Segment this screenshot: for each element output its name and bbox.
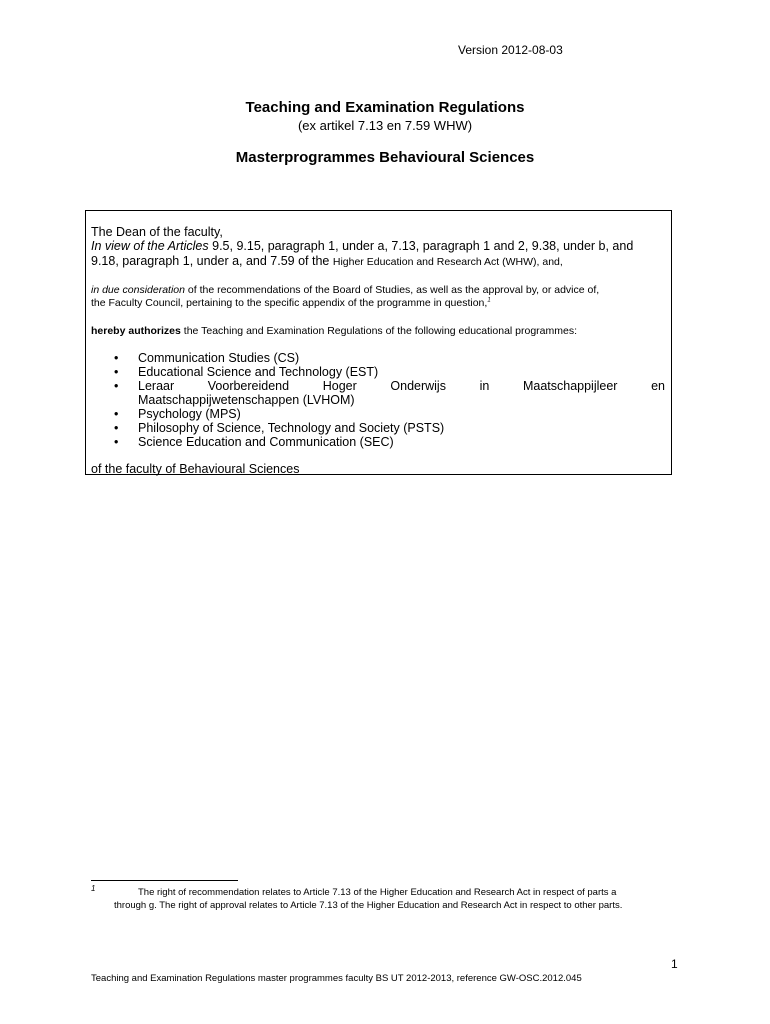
dean-line: The Dean of the faculty, (91, 225, 223, 239)
leraar-word: Voorbereidend (207, 379, 290, 393)
footnote-ref: 1 (487, 297, 491, 304)
bullet: • (114, 421, 119, 435)
footnote-rule (91, 880, 238, 881)
consideration-italic: in due consideration (91, 284, 185, 296)
list-item: Science Education and Communication (SEC) (138, 435, 394, 449)
consideration-line2: the Faculty Council, pertaining to the specific appendix of the programme in question, (91, 297, 488, 309)
list-item: Communication Studies (CS) (138, 351, 300, 365)
programme-title: Masterprogrammes Behavioural Sciences (235, 149, 535, 166)
bullet: • (114, 351, 119, 365)
authorizes-bold: hereby authorizes (91, 325, 181, 337)
version-label: Version 2012-08-03 (458, 43, 563, 57)
list-item-leraar (138, 379, 665, 393)
leraar-word: Hoger (322, 379, 357, 393)
document-title: Teaching and Examination Regulations (245, 99, 525, 116)
page-footer: Teaching and Examination Regulations master programmes faculty BS UT 2012-2013, reference GW-OSC.2012.045 (91, 973, 582, 984)
view-line2-a: 9.18, paragraph 1, under a, and 7.59 of the (91, 254, 330, 268)
footnote-line-1: The right of recommendation relates to Article 7.13 of the Higher Education and Research Act in respect of parts a (138, 887, 617, 898)
list-item: Educational Science and Technology (EST) (138, 365, 379, 379)
leraar-word: in (479, 379, 490, 393)
view-line2-b: Higher Education and Research Act (WHW), and, (332, 256, 563, 268)
bullet: • (114, 407, 119, 421)
list-item-leraar-line2: Maatschappijwetenschappen (LVHOM) (138, 393, 355, 407)
view-italic: In view of the Articles (91, 239, 209, 253)
footnote-line-2: through g. The right of approval relates to Article 7.13 of the Higher Education and Research Act in respect to other parts. (114, 900, 623, 911)
view-rest: 9.5, 9.15, paragraph 1, under a, 7.13, paragraph 1 and 2, 9.38, under b, and (212, 239, 634, 253)
faculty-line: of the faculty of Behavioural Sciences (91, 462, 300, 476)
bullet: • (114, 379, 119, 393)
document-subtitle: (ex artikel 7.13 en 7.59 WHW) (297, 118, 473, 133)
consideration-line-1 (91, 284, 599, 296)
leraar-word: en (651, 379, 665, 393)
bullet: • (114, 435, 119, 449)
authorizes-line (91, 325, 577, 337)
view-line-1 (91, 239, 633, 253)
footnote-number: 1 (91, 884, 96, 893)
list-item: Philosophy of Science, Technology and Society (PSTS) (138, 421, 445, 435)
list-item: Psychology (MPS) (138, 407, 241, 421)
view-line-2 (91, 254, 563, 268)
bullet: • (114, 365, 119, 379)
authorizes-rest: the Teaching and Examination Regulations of the following educational programmes: (183, 325, 578, 337)
leraar-word: Maatschappijleer (522, 379, 618, 393)
page-number: 1 (671, 957, 678, 971)
leraar-word: Leraar (138, 379, 175, 393)
consideration-line-2 (91, 297, 491, 309)
leraar-word: Onderwijs (390, 379, 446, 393)
consideration-rest: of the recommendations of the Board of Studies, as well as the approval by, or advice of, (187, 284, 600, 296)
